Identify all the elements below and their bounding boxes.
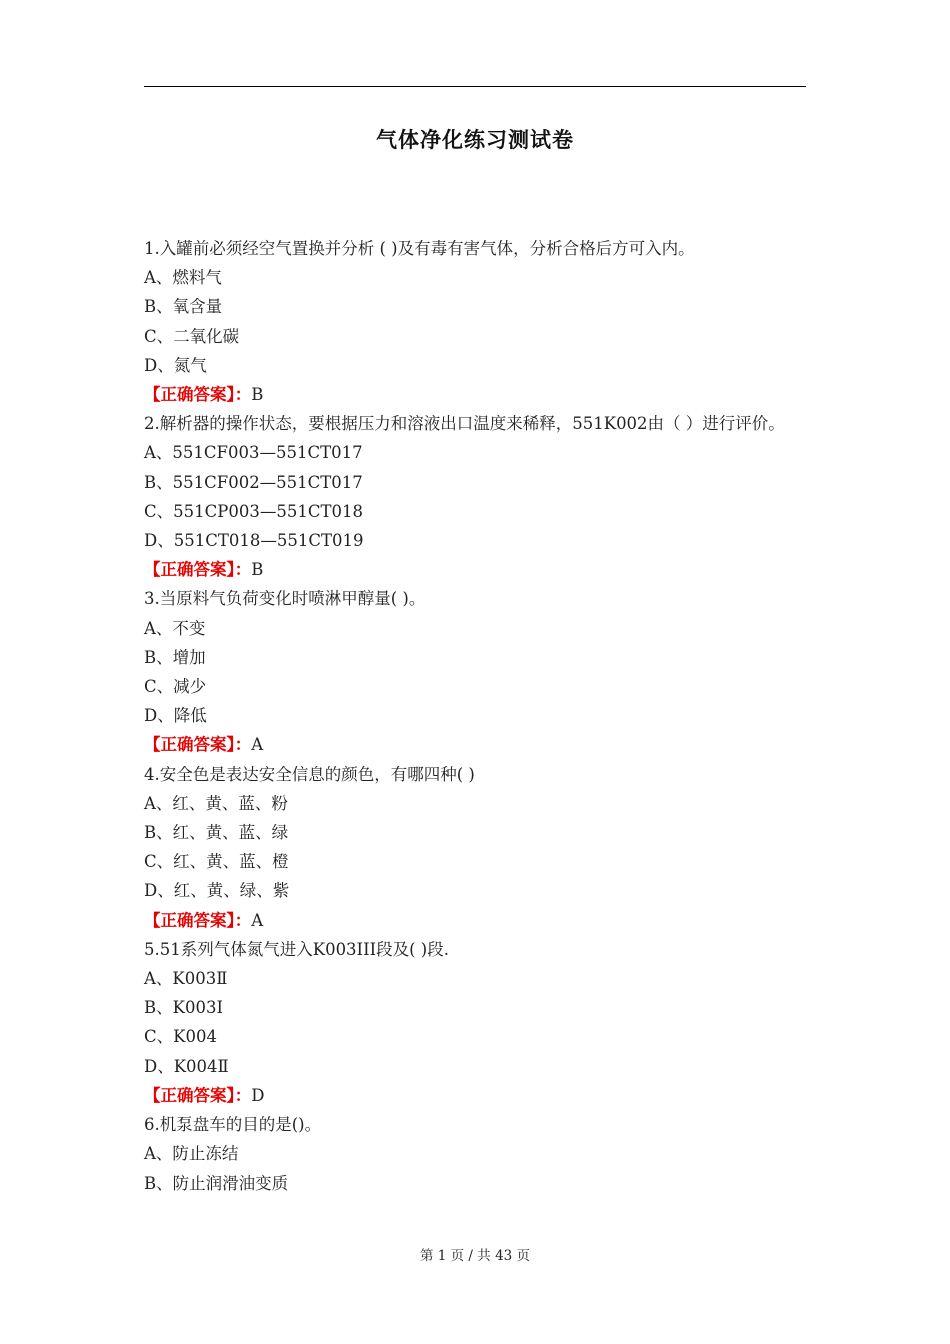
option-b: B、551CF002—551CT017 <box>144 472 363 492</box>
answer-label: 【正确答案】： <box>144 1085 252 1105</box>
question-block <box>144 409 806 584</box>
question-block <box>144 1110 806 1198</box>
page-label-suffix: 页 <box>516 1248 531 1264</box>
answer-value: B <box>251 560 264 580</box>
answer-label: 【正确答案】： <box>144 910 252 930</box>
question-block <box>144 760 806 935</box>
question-text: 4.安全色是表达安全信息的颜色，有哪四种( ) <box>144 764 475 784</box>
question-text: 1.入罐前必须经空气置换并分析 ( )及有毒有害气体，分析合格后方可入内。 <box>144 239 695 258</box>
answer-line <box>144 730 806 759</box>
page-label-mid: 页 / 共 <box>450 1248 491 1264</box>
question-text: 5.51系列气体氮气进入K003III段及( )段. <box>144 939 449 959</box>
option-c: C、551CP003—551CT018 <box>144 501 363 521</box>
answer-value: D <box>251 1085 265 1105</box>
option-b: B、红、黄、蓝、绿 <box>144 823 289 843</box>
total-pages-number: 43 <box>495 1248 513 1264</box>
option-a: A、K003Ⅱ <box>144 969 228 989</box>
option-a: A、燃料气 <box>144 268 222 288</box>
document-title: 气体净化练习测试卷 <box>376 128 574 152</box>
option-d: D、氮气 <box>144 355 207 375</box>
question-block <box>144 584 806 759</box>
option-a: A、551CF003—551CT017 <box>144 443 363 463</box>
answer-label: 【正确答案】： <box>144 735 252 755</box>
page-label-prefix: 第 <box>419 1248 434 1264</box>
question-text: 2.解析器的操作状态，要根据压力和溶液出口温度来稀释，551K002由（ ）进行评价。 <box>144 414 785 434</box>
question-text: 3.当原料气负荷变化时喷淋甲醇量( )。 <box>144 589 426 609</box>
option-b: B、增加 <box>144 647 206 667</box>
answer-line <box>144 1081 806 1110</box>
option-a: A、不变 <box>144 618 206 638</box>
answer-value: A <box>251 735 264 755</box>
question-text: 6.机泵盘车的目的是()。 <box>144 1115 322 1135</box>
answer-label: 【正确答案】： <box>144 385 252 405</box>
page-footer <box>0 1244 950 1264</box>
option-c: C、减少 <box>144 677 207 697</box>
option-b: B、K003Ⅰ <box>144 998 223 1018</box>
option-d: D、红、黄、绿、紫 <box>144 881 290 901</box>
option-a: A、防止冻结 <box>144 1144 239 1164</box>
answer-value: A <box>251 910 264 930</box>
option-c: C、二氧化碳 <box>144 326 240 346</box>
question-block <box>144 234 806 409</box>
option-b: B、氧含量 <box>144 297 223 317</box>
header-rule <box>144 86 806 87</box>
option-d: D、降低 <box>144 706 207 726</box>
option-b: B、防止润滑油变质 <box>144 1173 289 1193</box>
option-d: D、551CT018—551CT019 <box>144 531 364 551</box>
option-c: C、红、黄、蓝、橙 <box>144 852 289 872</box>
answer-line <box>144 380 806 409</box>
current-page-number: 1 <box>437 1248 447 1264</box>
answer-line <box>144 555 806 584</box>
question-block <box>144 935 806 1110</box>
answer-value: B <box>251 385 264 405</box>
answer-line <box>144 906 806 935</box>
option-a: A、红、黄、蓝、粉 <box>144 793 288 813</box>
answer-label: 【正确答案】： <box>144 560 252 580</box>
question-list <box>144 234 806 1198</box>
option-c: C、K004 <box>144 1027 217 1047</box>
option-d: D、K004Ⅱ <box>144 1056 229 1076</box>
